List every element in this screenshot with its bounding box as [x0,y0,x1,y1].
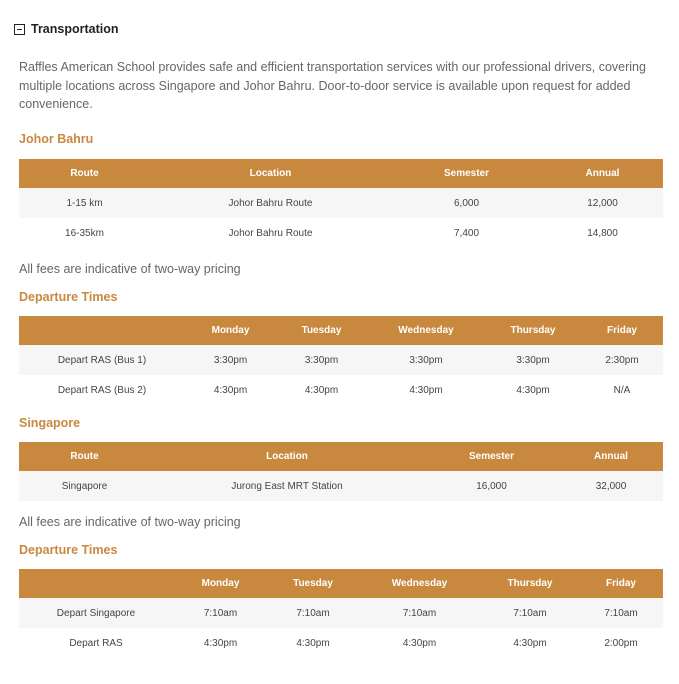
collapse-minus-icon[interactable] [14,24,25,35]
table-row [19,375,663,405]
col-blank [19,569,173,598]
route-cell: Singapore [19,471,150,501]
departure-label: Depart RAS (Bus 2) [57,384,147,396]
singapore-heading: Singapore [19,416,81,430]
col-annual: Annual [559,442,663,471]
col-monday: Monday [173,569,268,598]
time-cell: 7:10am [268,598,358,628]
table-row [19,598,663,628]
time-cell: 3:30pm [367,345,485,375]
annual-cell: 14,800 [587,227,618,239]
annual-cell: 32,000 [559,471,663,501]
route-cell: 1-15 km [19,188,150,218]
time-cell: 2:00pm [604,637,638,649]
col-location: Location [150,442,424,471]
col-annual: Annual [542,159,663,188]
departure-label: Depart RAS [69,637,123,649]
intro-paragraph: Raffles American School provides safe and efficient transportation services with our professional drivers, covering multiple locations across Singapore and Johor Bahru. Door-to-door service is available upon request for added convenience. [19,60,646,111]
col-tuesday: Tuesday [276,316,367,345]
table-row [19,188,663,218]
col-friday: Friday [581,316,663,345]
col-monday: Monday [185,316,276,345]
time-cell: 3:30pm [185,345,276,375]
time-cell: 4:30pm [409,384,443,396]
col-blank [19,316,185,345]
time-cell: 4:30pm [296,637,330,649]
time-cell: 7:10am [358,598,481,628]
departure-label: Depart Singapore [19,598,173,628]
singapore-departure-heading: Departure Times [19,543,118,557]
section-header[interactable] [14,22,119,36]
time-cell: 7:10am [579,598,663,628]
time-cell: 4:30pm [304,384,339,396]
time-cell: 3:30pm [485,345,581,375]
section-title: Transportation [31,22,119,36]
time-cell: 3:30pm [276,345,367,375]
col-wednesday: Wednesday [358,569,481,598]
time-cell: 4:30pm [516,384,550,396]
table-row [19,218,663,248]
johor-fee-note: All fees are indicative of two-way pricing [19,262,241,276]
johor-departure-table [19,316,663,405]
col-wednesday: Wednesday [367,316,485,345]
col-tuesday: Tuesday [268,569,358,598]
location-cell: Johor Bahru Route [150,188,391,218]
time-cell: 4:30pm [402,637,437,649]
time-cell: 4:30pm [213,384,248,396]
col-thursday: Thursday [485,316,581,345]
time-cell: 2:30pm [581,345,663,375]
singapore-departure-table [19,569,663,658]
semester-cell: 6,000 [391,188,542,218]
singapore-fee-note: All fees are indicative of two-way pricing [19,515,241,529]
location-cell: Johor Bahru Route [228,227,313,239]
col-friday: Friday [579,569,663,598]
singapore-fee-table [19,442,663,501]
col-semester: Semester [424,442,559,471]
johor-departure-heading: Departure Times [19,290,118,304]
semester-cell: 7,400 [453,227,480,239]
johor-fee-table [19,159,663,248]
time-cell: N/A [613,384,631,396]
table-row [19,628,663,658]
col-route: Route [19,159,150,188]
time-cell: 4:30pm [203,637,238,649]
johor-heading: Johor Bahru [19,132,94,146]
time-cell: 4:30pm [513,637,547,649]
table-row [19,471,663,501]
col-location: Location [150,159,391,188]
time-cell: 7:10am [173,598,268,628]
semester-cell: 16,000 [424,471,559,501]
annual-cell: 12,000 [542,188,663,218]
col-thursday: Thursday [481,569,579,598]
col-route: Route [19,442,150,471]
time-cell: 7:10am [481,598,579,628]
col-semester: Semester [391,159,542,188]
departure-label: Depart RAS (Bus 1) [19,345,185,375]
route-cell: 16-35km [65,227,104,239]
table-row [19,345,663,375]
location-cell: Jurong East MRT Station [150,471,424,501]
